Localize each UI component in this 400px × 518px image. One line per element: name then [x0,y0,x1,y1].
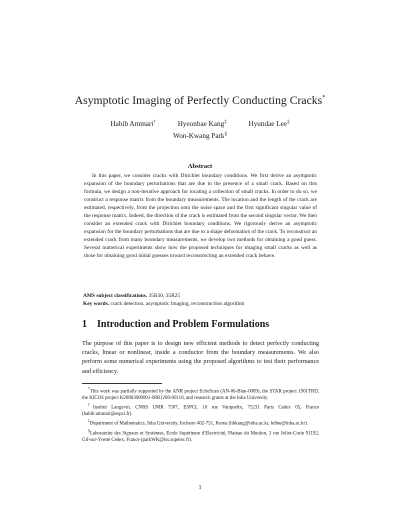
abstract-heading: Abstract [187,163,213,170]
ams-classification [83,293,180,300]
author-mark: ‡ [287,120,290,125]
intro-paragraph: The purpose of this paper is to design new efficient methods to detect perfectly conducting cracks, linear or nonlinear, inside a conductor from the boundary measurements. We also perform some numerical experiments using the proposed algorithms to test their performance and efficiency. [82,340,319,375]
author-mark: † [153,120,156,125]
footnote [82,428,319,444]
footnote [82,402,319,418]
paper-title [0,94,400,107]
author [173,132,227,140]
footnote-mark: § [88,428,90,433]
footnote-text: This work was partially supported by the ANR project EchoScan (AN-06-Blan-0089), the STAR project 1901TRD, the KICOS project K20803000001-08B1200-00110, and research grants at the Inha University. [82,389,319,401]
page-number: 1 [198,484,202,491]
section-heading [82,319,269,330]
author-row-2 [0,132,400,140]
author [249,120,290,128]
footnotes [82,386,319,444]
section-title: Introduction and Problem Formulations [97,319,270,330]
footnote-text: Department of Mathematics, Inha University, Incheon 402-751, Korea (hbkang@inha.ac.kr, hdlee@inha.ac.kr). [89,421,308,427]
title-footnote-mark: * [322,95,326,101]
author-name: Hyundae Lee [248,120,288,128]
author [178,120,227,128]
footnote [82,386,319,402]
footnote-mark: * [88,387,90,391]
ams-label: AMS subject classifications. [83,293,148,299]
section-number: 1 [82,319,87,330]
author-name: Habib Ammari [110,120,154,128]
author [110,120,155,128]
author-name: Hyeonbae Kang [177,120,225,128]
keywords-label: Key words. [83,301,110,307]
footnote-text: Institut Langevin, CNRS UMR 7587, ESPCI, 10 rue Vauquelin, 75231 Paris Cedex 05, France (habib.ammari@espci.fr). [82,405,319,417]
footnote-mark: † [88,403,93,408]
author-mark: § [224,132,228,137]
author-row-1 [0,120,400,128]
author-mark: ‡ [224,120,227,125]
footnote-text: Laboratoire des Signaux et Systèmes, Ecole Supérieure d'Electricité, Plateau du Moulon, 3 rue Joliot-Curie 91192, Gif-sur-Yvette Cedex, France (parkWK@lss.supelec.fr). [82,431,319,443]
ams-value: 35B30, 35R25 [148,293,181,299]
title-text: Asymptotic Imaging of Perfectly Conducting Cracks [74,94,323,107]
keywords-value: crack detection, asymptotic imaging, reconstruction algorithm [110,301,245,307]
footnote-rule [82,383,162,384]
footnote-mark: ‡ [88,419,90,424]
author-name: Won-Kwang Park [172,132,225,140]
footnote [82,418,319,428]
abstract-text: In this paper, we consider cracks with Dirichlet boundary conditions. We first derive an asymptotic expansion of the boundary perturbations that are due to the presence of a small crack. Based on this formula, we design a non-iterative approach for locating a collection of small cracks. In order to do so, we construct a response matrix from the boundary measurements. The location and the length of the crack are estimated, respectively, from the projection onto the noise space and the first significant singular value of the response matrix. Indeed, the direction of the crack is estimated from the second singular vector. We then consider an extended crack with Dirichlet boundary conditions. We rigorously derive an asymptotic expansion for the boundary perturbations that are due to a shape deformation of the crack. To reconstruct an extended crack from many boundary measurements, we develop two methods for obtaining a good guess. Several numerical experiments show how the proposed techniques for imaging small cracks as well as those for obtaining good initial guesses toward reconstructing an extended crack behave. [84,173,317,260]
keywords [83,301,244,308]
